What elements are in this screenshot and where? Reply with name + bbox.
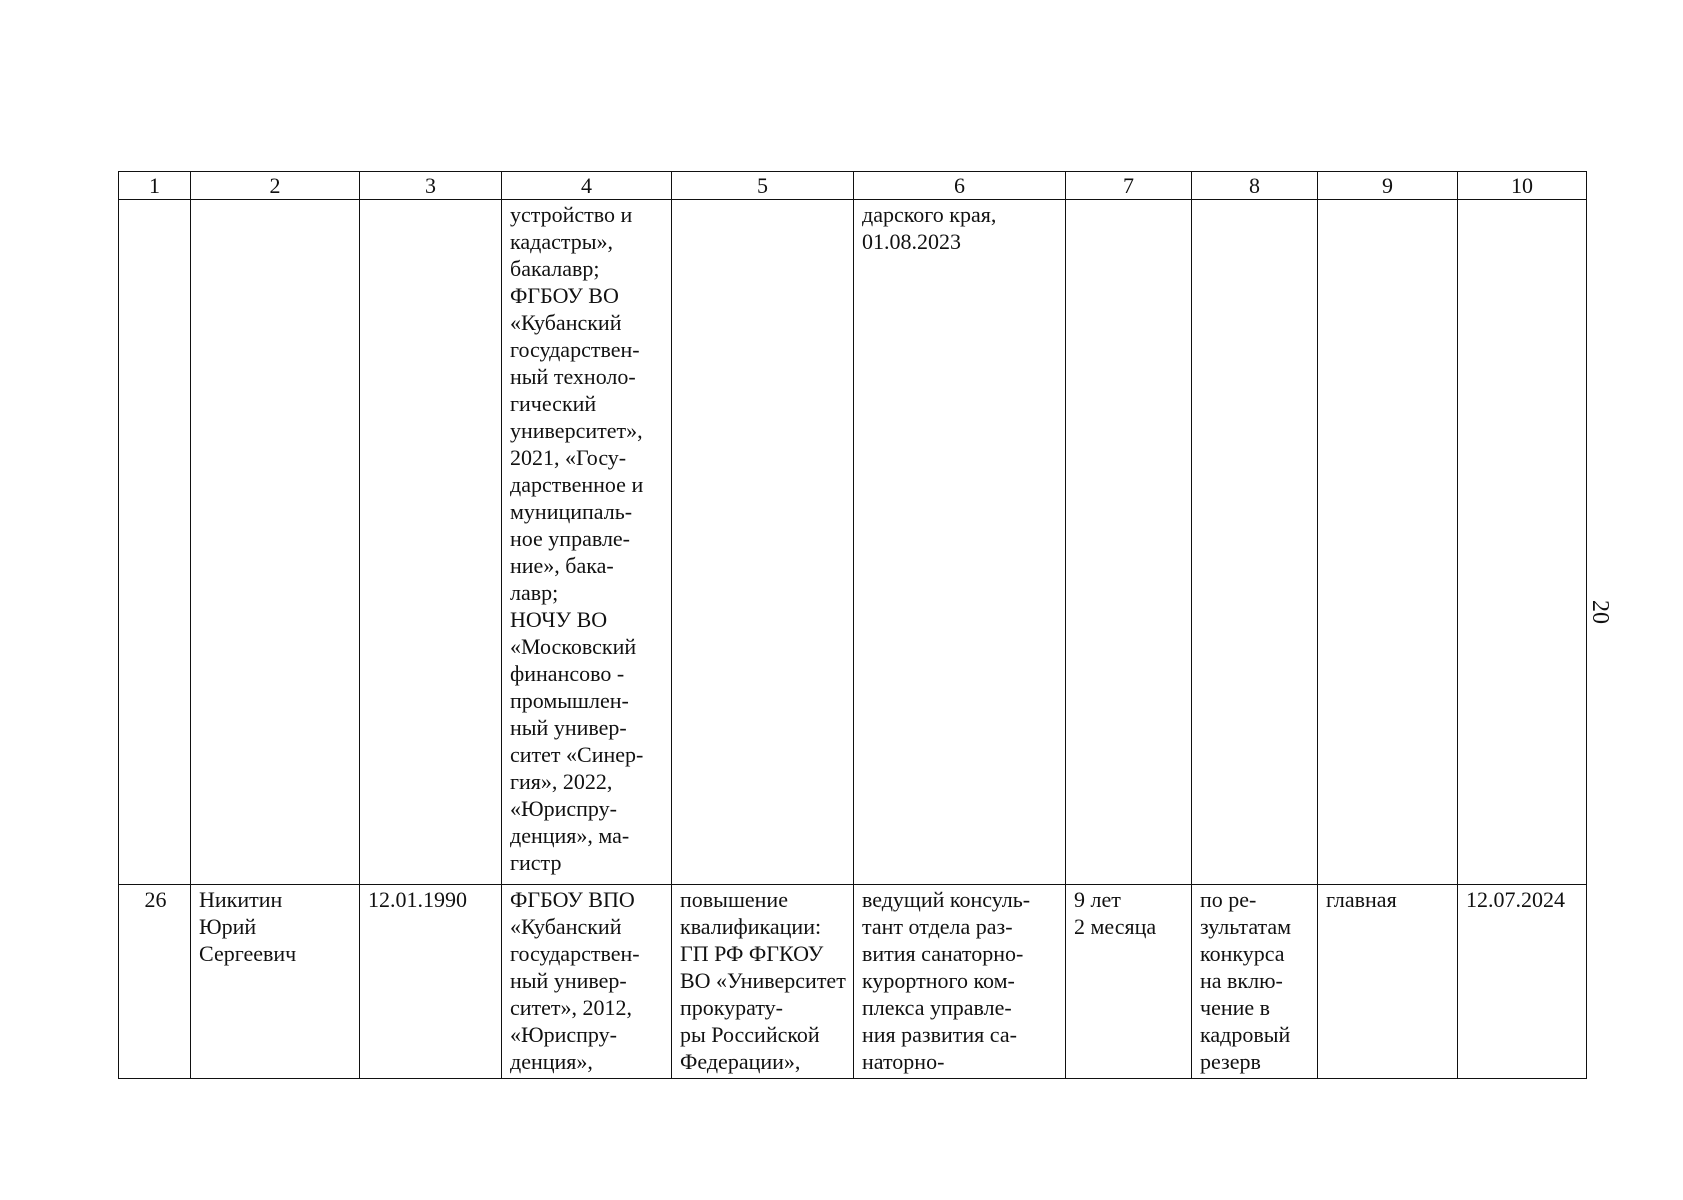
column-number-header: 6 xyxy=(854,172,1066,200)
table-header-row xyxy=(119,172,1587,200)
column-number-header: 2 xyxy=(191,172,360,200)
page-number: 20 xyxy=(1587,600,1613,624)
experience-cell: 9 лет 2 месяца xyxy=(1066,885,1192,1079)
table-cell xyxy=(1192,200,1318,885)
table-cell xyxy=(672,200,854,885)
education-cell: устройство и кадастры», бакалавр; ФГБОУ ВО «Кубанский государствен- ный техноло- гический университет», 2021, «Госу- дарственное и муниципаль- ное управле- ние», бака- лавр; НОЧУ ВО «Московский финансово - промышлен- ный универ- ситет «Синер- гия», 2022, «Юриспру- денция», ма- гистр xyxy=(502,200,672,885)
table-row xyxy=(119,200,1587,885)
column-number-header: 3 xyxy=(360,172,502,200)
column-number-header: 5 xyxy=(672,172,854,200)
position-cell: ведущий консуль- тант отдела раз- вития санаторно- курортного ком- плекса управле- ния развития са- наторно- xyxy=(854,885,1066,1079)
table-row xyxy=(119,885,1587,1079)
qualification-cell: повышение квалификации: ГП РФ ФГКОУ ВО «Университет прокурату- ры Российской Федерации», xyxy=(672,885,854,1079)
column-number-header: 7 xyxy=(1066,172,1192,200)
column-number-header: 9 xyxy=(1318,172,1458,200)
table-cell xyxy=(1066,200,1192,885)
table-cell xyxy=(119,200,191,885)
inclusion-date-cell: 12.07.2024 xyxy=(1458,885,1587,1079)
full-name-cell: Никитин Юрий Сергеевич xyxy=(191,885,360,1079)
row-number-cell: 26 xyxy=(119,885,191,1079)
column-number-header: 4 xyxy=(502,172,672,200)
column-number-header: 8 xyxy=(1192,172,1318,200)
column-number-header: 1 xyxy=(119,172,191,200)
table-cell xyxy=(1458,200,1587,885)
education-cell: ФГБОУ ВПО «Кубанский государствен- ный универ- ситет», 2012, «Юриспру- денция», xyxy=(502,885,672,1079)
table-cell xyxy=(191,200,360,885)
basis-cell: по ре- зультатам конкурса на вклю- чение в кадровый резерв xyxy=(1192,885,1318,1079)
group-cell: главная xyxy=(1318,885,1458,1079)
position-cell: дарского края, 01.08.2023 xyxy=(854,200,1066,885)
birth-date-cell: 12.01.1990 xyxy=(360,885,502,1079)
table-cell xyxy=(1318,200,1458,885)
column-number-header: 10 xyxy=(1458,172,1587,200)
table-cell xyxy=(360,200,502,885)
personnel-reserve-table xyxy=(118,171,1587,1079)
